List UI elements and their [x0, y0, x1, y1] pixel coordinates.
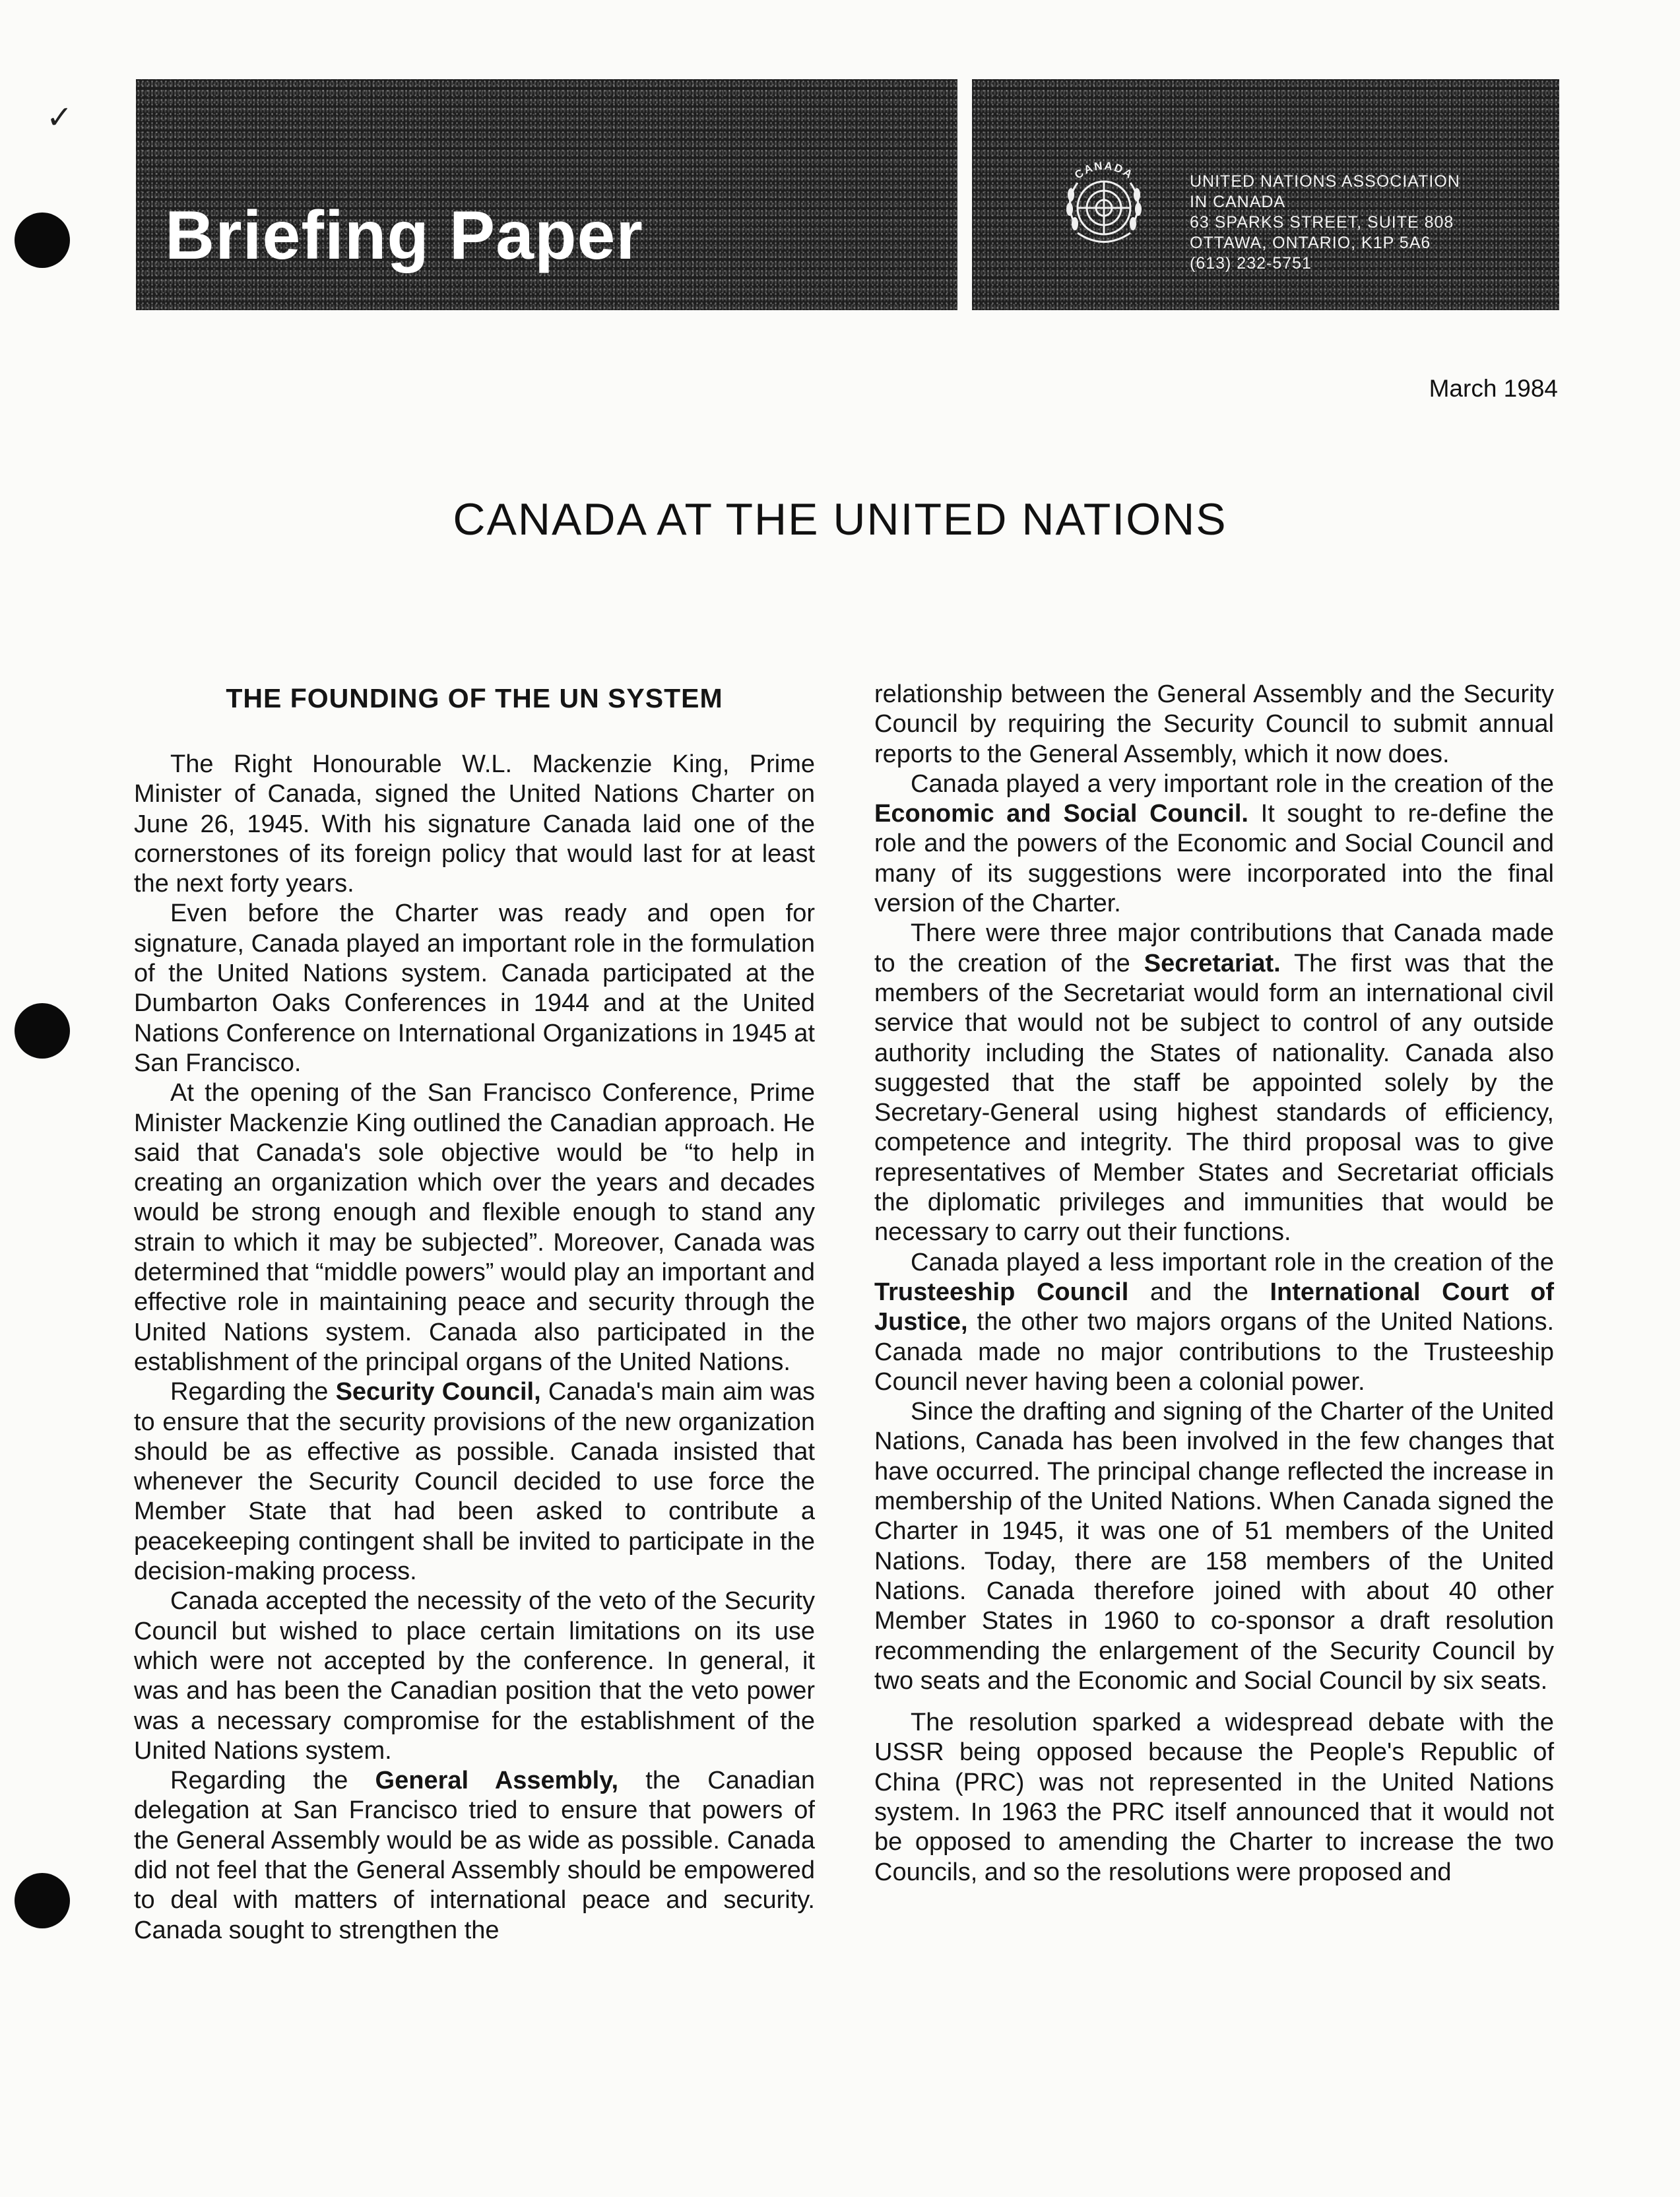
- text-column-left: [134, 680, 815, 1946]
- bold-term: Economic and Social Council.: [874, 800, 1248, 828]
- hole-punch-bottom: [15, 1873, 70, 1928]
- publication-date: March 1984: [1429, 375, 1558, 402]
- paragraph: At the opening of the San Francisco Conference, Prime Minister Mackenzie King outlined the Canadian approach. He said that Canada's sole objective would be “to help in creating an organization which over the years and decades would be strong enough and flexible enough to stand any strain to which it may be subjected”. Moreover, Canada was determined that “middle powers” would play an important and effective role in maintaining peace and security through the United Nations system. Canada also participated in the establishment of the principal organs of the United Nations.: [134, 1079, 815, 1376]
- paragraph: relationship between the General Assembly and the Security Council by requiring the Security Council to submit annual reports to the General Assembly, which it now does.: [874, 680, 1554, 768]
- organization-banner: [972, 79, 1559, 310]
- text-run: Canada's main aim was to ensure that the security provisions of the new organization should be as effective as possible. Canada insisted that whenever the Security Council decided to use force the Member State that had been asked to contribute a peacekeeping contingent shall be invited to participate in the decision-making process.: [134, 1378, 815, 1586]
- text-run: the Canadian delegation at San Francisco tried to ensure that powers of the General Assembly would be as wide as possible. Canada did not feel that the General Assembly should be empowered to deal with matters of international peace and security. Canada sought to strengthen the: [134, 1767, 815, 1944]
- emblem-label: CANADA: [1072, 159, 1136, 182]
- text-column-right: [874, 680, 1554, 1887]
- bold-term: Security Council,: [335, 1378, 541, 1406]
- org-line: IN CANADA: [1190, 193, 1286, 211]
- bold-term: International Court of Justice,: [874, 1278, 1555, 1336]
- text-run: Canada played a very important role in the creation of the: [911, 770, 1554, 798]
- bold-term: Trusteeship Council: [874, 1278, 1129, 1306]
- paragraph: Canada accepted the necessity of the veto of the Security Council but wished to place certain limitations on its use which were not accepted by the conference. In general, it was and has been the Canadian position that the veto power was a necessary compromise for the establishment of the United Nations system.: [134, 1587, 815, 1765]
- paragraph: [874, 1248, 1554, 1397]
- text-run: The first was that the members of the Secretariat would form an international civil service that would not be subject to control of any outside authority including the States of nationality. Canada also suggested that the staff be appointed solely by the Secretary-General using highest standards of efficiency, competence and integrity. The third proposal was to give representatives of Member States and Secretariat officials the diplomatic privileges and immunities that would be necessary to carry out their functions.: [874, 949, 1555, 1247]
- paragraph: [134, 1377, 815, 1587]
- hole-punch-middle: [15, 1003, 70, 1059]
- text-run: Canada played a less important role in the creation of the: [911, 1248, 1554, 1276]
- text-run: the other two majors organs of the United Nations. Canada made no major contributions to the Trusteeship Council never having been a colonial power.: [874, 1308, 1554, 1396]
- bold-term: General Assembly,: [375, 1767, 619, 1795]
- paragraph: The resolution sparked a widespread debate with the USSR being opposed because the People's Republic of China (PRC) was not represented in the United Nations system. In 1963 the PRC itself announced that it would not be opposed to amending the Charter to increase the two Councils, and so the resolutions were proposed and: [874, 1709, 1554, 1886]
- un-emblem-icon: [1051, 155, 1157, 261]
- paragraph: [874, 919, 1554, 1247]
- section-heading: THE FOUNDING OF THE UN SYSTEM: [226, 683, 723, 713]
- paragraph: [874, 770, 1554, 919]
- paragraph: Even before the Charter was ready and open for signature, Canada played an important role in the formulation of the United Nations system. Canada participated at the Dumbarton Oaks Conferences in 1944 and at the United Nations Conference on International Organizations in 1945 at San Francisco.: [134, 900, 815, 1077]
- bold-term: Secretariat.: [1144, 949, 1281, 977]
- text-run: and the: [1128, 1278, 1270, 1306]
- org-line: OTTAWA, ONTARIO, K1P 5A6: [1190, 234, 1431, 252]
- briefing-paper-banner: [136, 79, 957, 310]
- text-run: Regarding the: [170, 1767, 375, 1795]
- text-run: It sought to re-define the role and the powers of the Economic and Social Council and many of its suggestions were incorporated into the final version of the Charter.: [874, 800, 1554, 918]
- text-run: There were three major contributions that Canada made to the creation of the: [874, 919, 1554, 977]
- paragraph: Since the drafting and signing of the Charter of the United Nations, Canada has been involved in the few changes that have occurred. The principal change reflected the increase in membership of the United Nations. When Canada signed the Charter in 1945, it was one of 51 members of the United Nations. Today, there are 158 members of the United Nations. Canada therefore joined with about 40 other Member States in 1960 to co-sponsor a draft resolution recommending the enlargement of the Security Council by two seats and the Economic and Social Council by six seats.: [874, 1398, 1554, 1695]
- org-line: UNITED NATIONS ASSOCIATION: [1190, 172, 1460, 191]
- org-line: 63 SPARKS STREET, SUITE 808: [1190, 213, 1454, 232]
- page-title: CANADA AT THE UNITED NATIONS: [453, 494, 1227, 544]
- banner-title: Briefing Paper: [165, 197, 643, 274]
- svg-text:CANADA: [1072, 160, 1136, 181]
- paragraph: [134, 1766, 815, 1946]
- org-line: (613) 232-5751: [1190, 254, 1312, 273]
- hole-punch-top: [15, 213, 70, 268]
- stray-pen-mark: ✓: [46, 99, 73, 136]
- paragraph: The Right Honourable W.L. Mackenzie King, Prime Minister of Canada, signed the United Nations Charter on June 26, 1945. With his signature Canada laid one of the cornerstones of its foreign policy that would last for at least the next forty years.: [134, 750, 815, 898]
- organization-address: [1190, 172, 1460, 274]
- text-run: Regarding the: [170, 1378, 336, 1406]
